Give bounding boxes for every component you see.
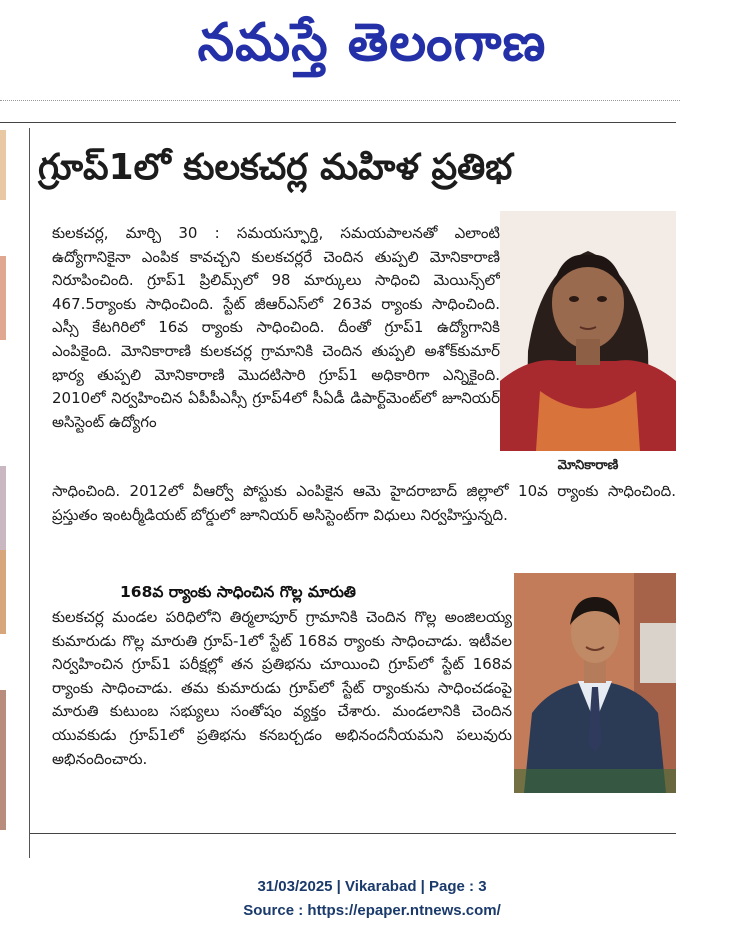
- adjacent-page-strip: [0, 130, 6, 830]
- story2-paragraph: కులకచర్ల మండల పరిధిలోని తిర్మలాపూర్‌ గ్రామానికి చెందిన గొల్ల అంజిలయ్య కుమారుడు గొల్ల మారుతి గ్రూప్‌-1లో స్టేట్‌ 168వ ర్యాంకు సాధించాడు. ఇటీవల నిర్వహించిన గ్రూప్‌1 పరీక్షల్లో తన ప్రతిభను చూయించి గ్రూప్‌లో స్టేట్‌ 168వ ర్యాంకు సాధించాడు. తమ కుమారుడు గ్రూప్‌లో స్టేట్‌ ర్యాంకును సాధించడంపై మారుతి కుటుంబ సభ్యులు సంతోషం వ్యక్తం చేశారు. మండలానికి చెందిన యువకుడు గ్రూప్‌1లో ప్రతిభను కనబర్చడం అభినందనీయమని పలువురు అభినందించారు.: [52, 608, 512, 768]
- footer-date-edition: 31/03/2025 | Vikarabad | Page : 3: [257, 878, 487, 895]
- top-rule: [0, 122, 676, 123]
- article-headline: గ్రూప్‌1లో కులకచర్ల మహిళ ప్రతిభ: [38, 147, 513, 188]
- story1-paragraph-b: సాధించింది. 2012లో వీఆర్వో పోస్టుకు ఎంపికైన ఆమె హైదరాబాద్‌ జిల్లాలో 10వ ర్యాంకు సాధించింది. ప్రస్తుతం ఇంటర్మీడియట్‌ బోర్డులో జూనియర్‌ అసిస్టెంట్‌గా విధులు నిర్వహిస్తున్నది.: [52, 482, 676, 524]
- photo-caption-monika-rani: మోనికారాణి: [557, 458, 619, 473]
- next-article-cut-off: [36, 848, 676, 864]
- column-divider: [29, 128, 30, 858]
- maruthi-photo: [514, 573, 676, 793]
- bottom-rule: [30, 833, 676, 834]
- story2-subheading: 168వ ర్యాంకు సాధించిన గొల్ల మారుతి: [120, 583, 356, 601]
- footer-source: Source : https://epaper.ntnews.com/: [243, 902, 501, 919]
- story1-paragraph-a: కులకచర్ల, మార్చి 30 : సమయస్ఫూర్తి, సమయపాలనతో ఎలాంటి ఉద్యోగానికైనా ఎంపిక కావచ్చని కులకచర్లరే చెందిన తుప్పలి మోనికారాణి నిరూపించింది. గ్రూప్‌1 ప్రిలిమ్స్‌లో 98 మార్కులు సాధించి మెయిన్స్‌లో 467.5ర్యాంకు సాధించింది. స్టేట్‌ జీఆర్‌ఎస్‌లో 263వ ర్యాంకు సాధించింది. ఎస్సీ కేటగిరిలో 16వ ర్యాంకు సాధించింది. దీంతో గ్రూప్‌1 ఉద్యోగానికి ఎంపికైంది. మోనికారాణి కులకచర్ల గ్రామానికి చెందిన తుప్పలి అశోక్‌కుమార్‌ భార్య తుప్పలి మోనికారాణి మొదటిసారి గ్రూప్‌1 అధికారిగా ఎన్నికైంది. 2010లో నిర్వహించిన ఏపీపీఎస్సీ గ్రూప్‌4లో సీఏడీ డిపార్ట్‌మెంట్‌లో జూనియర్‌ అసిస్టెంట్‌ ఉద్యోగం: [52, 224, 500, 431]
- masthead: [0, 0, 744, 92]
- monika-rani-photo: [500, 211, 676, 451]
- masthead-logo: నమస్తే తెలంగాణ: [197, 13, 547, 73]
- masthead-divider: [0, 100, 680, 101]
